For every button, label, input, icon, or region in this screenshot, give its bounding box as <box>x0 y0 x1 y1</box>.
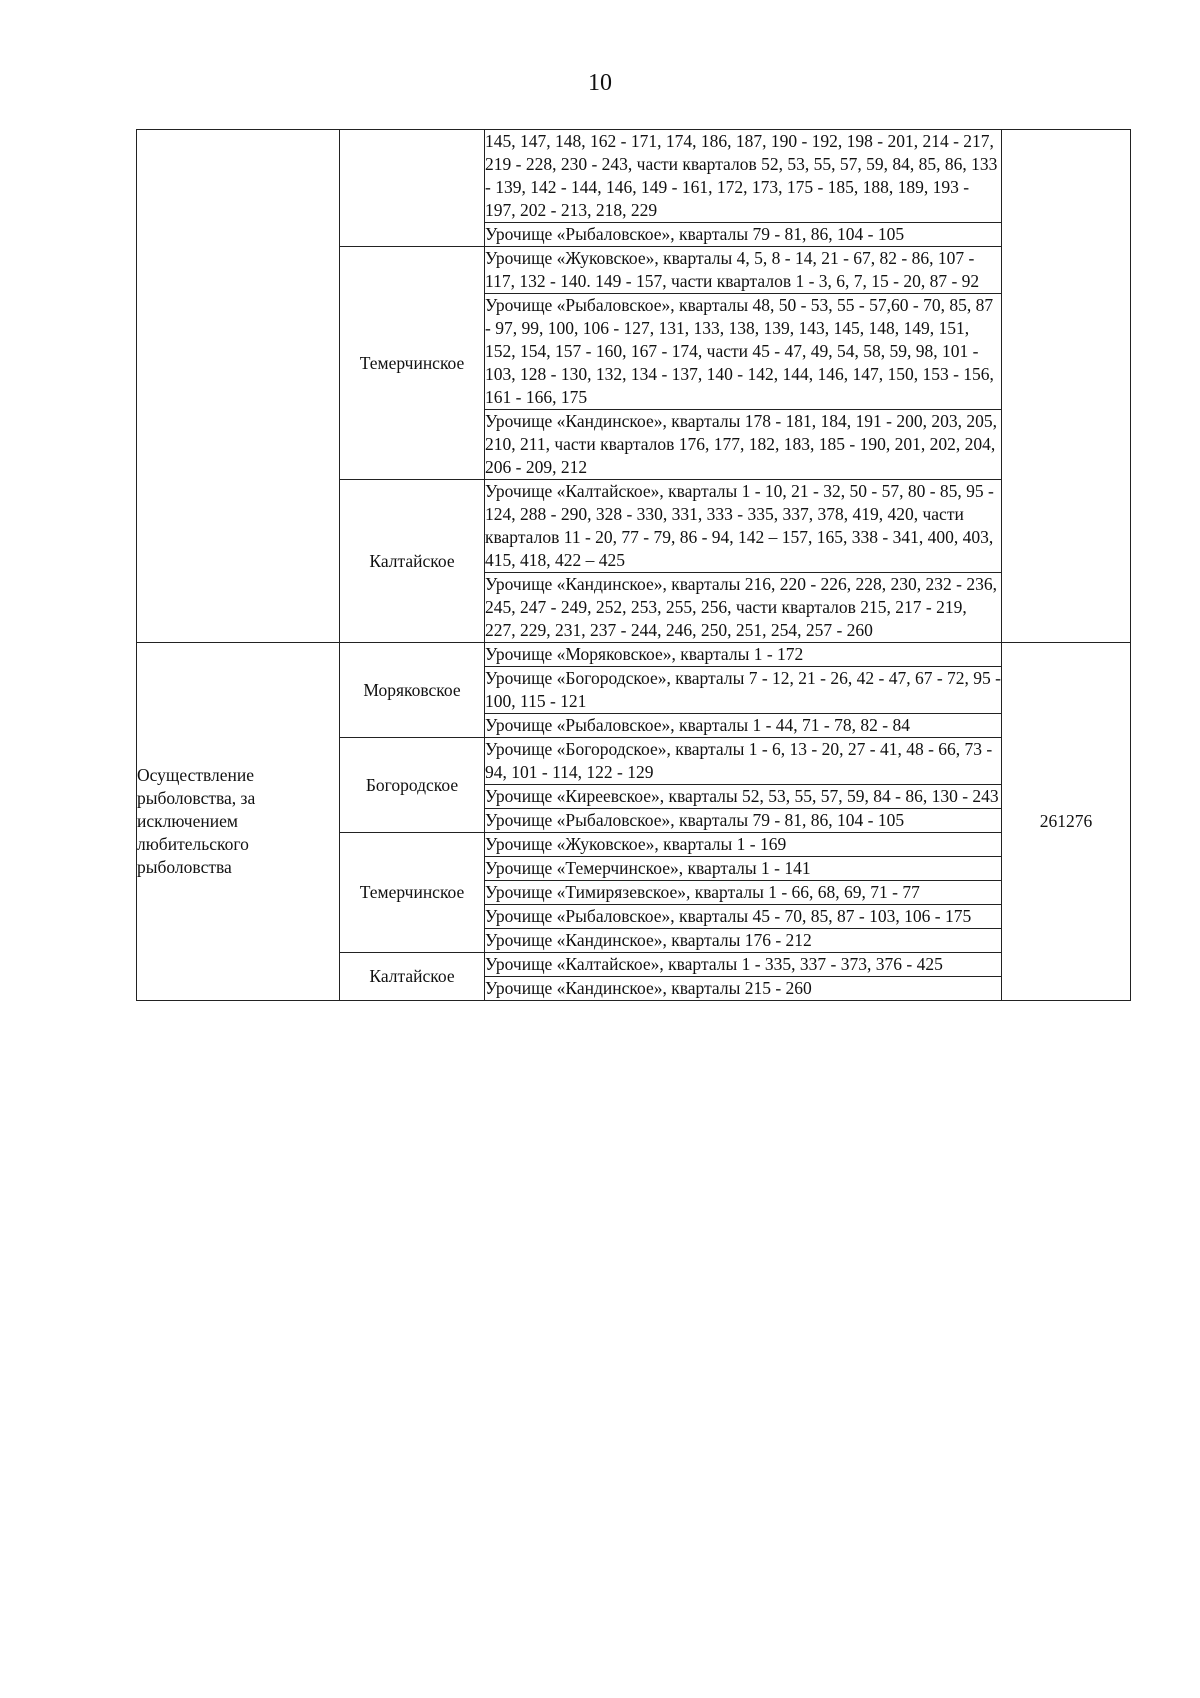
tract-description-cell: Урочище «Моряковское», кварталы 1 - 172 <box>485 643 1002 667</box>
tract-description-cell: Урочище «Калтайское», кварталы 1 - 10, 21 - 32, 50 - 57, 80 - 85, 95 - 124, 288 - 290, 328 - 330, 331, 333 - 335, 337, 378, 419, 420, части кварталов 11 - 20, 77 - 79, 86 - 94, 142 – 157, 165, 338 - 341, 400, 403, 415, 418, 422 – 425 <box>485 480 1002 573</box>
district-cell <box>340 130 485 247</box>
tract-description-cell: Урочище «Рыбаловское», кварталы 45 - 70, 85, 87 - 103, 106 - 175 <box>485 905 1002 929</box>
activity-cell <box>137 130 340 643</box>
table-row <box>137 130 1131 223</box>
table-body <box>137 130 1131 1001</box>
tract-description-cell: Урочище «Киреевское», кварталы 52, 53, 55, 57, 59, 84 - 86, 130 - 243 <box>485 785 1002 809</box>
table-row <box>137 643 1131 667</box>
area-cell: 261276 <box>1002 643 1131 1001</box>
tract-description-cell: Урочище «Богородское», кварталы 7 - 12, 21 - 26, 42 - 47, 67 - 72, 95 - 100, 115 - 121 <box>485 667 1002 714</box>
fishing-zones-table <box>136 129 1131 1001</box>
page-number: 10 <box>588 70 612 96</box>
tract-description-cell: Урочище «Рыбаловское», кварталы 79 - 81, 86, 104 - 105 <box>485 223 1002 247</box>
area-cell <box>1002 130 1131 643</box>
district-cell: Богородское <box>340 738 485 833</box>
tract-description-cell: Урочище «Рыбаловское», кварталы 79 - 81, 86, 104 - 105 <box>485 809 1002 833</box>
tract-description-cell: Урочище «Кандинское», кварталы 176 - 212 <box>485 929 1002 953</box>
district-cell: Калтайское <box>340 480 485 643</box>
activity-cell: Осуществление рыболовства, за исключением любительского рыболовства <box>137 643 340 1001</box>
tract-description-cell: Урочище «Рыбаловское», кварталы 48, 50 - 53, 55 - 57,60 - 70, 85, 87 - 97, 99, 100, 106 - 127, 131, 133, 138, 139, 143, 145, 148, 149, 151, 152, 154, 157 - 160, 167 - 174, части 45 - 47, 49, 54, 58, 59, 98, 101 - 103, 128 - 130, 132, 134 - 137, 140 - 142, 144, 146, 147, 150, 153 - 156, 161 - 166, 175 <box>485 294 1002 410</box>
tract-description-cell: Урочище «Тимирязевское», кварталы 1 - 66, 68, 69, 71 - 77 <box>485 881 1002 905</box>
district-cell: Моряковское <box>340 643 485 738</box>
district-cell: Темерчинское <box>340 247 485 480</box>
tract-description-cell: Урочище «Богородское», кварталы 1 - 6, 13 - 20, 27 - 41, 48 - 66, 73 - 94, 101 - 114, 122 - 129 <box>485 738 1002 785</box>
tract-description-cell: Урочище «Калтайское», кварталы 1 - 335, 337 - 373, 376 - 425 <box>485 953 1002 977</box>
tract-description-cell: Урочище «Темерчинское», кварталы 1 - 141 <box>485 857 1002 881</box>
tract-description-cell: Урочище «Кандинское», кварталы 178 - 181, 184, 191 - 200, 203, 205, 210, 211, части кварталов 176, 177, 182, 183, 185 - 190, 201, 202, 204, 206 - 209, 212 <box>485 410 1002 480</box>
tract-description-cell: Урочище «Жуковское», кварталы 4, 5, 8 - 14, 21 - 67, 82 - 86, 107 - 117, 132 - 140. 149 - 157, части кварталов 1 - 3, 6, 7, 15 - 20, 87 - 92 <box>485 247 1002 294</box>
tract-description-cell: Урочище «Кандинское», кварталы 216, 220 - 226, 228, 230, 232 - 236, 245, 247 - 249, 252, 253, 255, 256, части кварталов 215, 217 - 219, 227, 229, 231, 237 - 244, 246, 250, 251, 254, 257 - 260 <box>485 573 1002 643</box>
tract-description-cell: Урочище «Жуковское», кварталы 1 - 169 <box>485 833 1002 857</box>
tract-description-cell: Урочище «Кандинское», кварталы 215 - 260 <box>485 977 1002 1001</box>
tract-description-cell: 145, 147, 148, 162 - 171, 174, 186, 187, 190 - 192, 198 - 201, 214 - 217, 219 - 228, 230 - 243, части кварталов 52, 53, 55, 57, 59, 84, 85, 86, 133 - 139, 142 - 144, 146, 149 - 161, 172, 173, 175 - 185, 188, 189, 193 - 197, 202 - 213, 218, 229 <box>485 130 1002 223</box>
district-cell: Темерчинское <box>340 833 485 953</box>
district-cell: Калтайское <box>340 953 485 1001</box>
tract-description-cell: Урочище «Рыбаловское», кварталы 1 - 44, 71 - 78, 82 - 84 <box>485 714 1002 738</box>
